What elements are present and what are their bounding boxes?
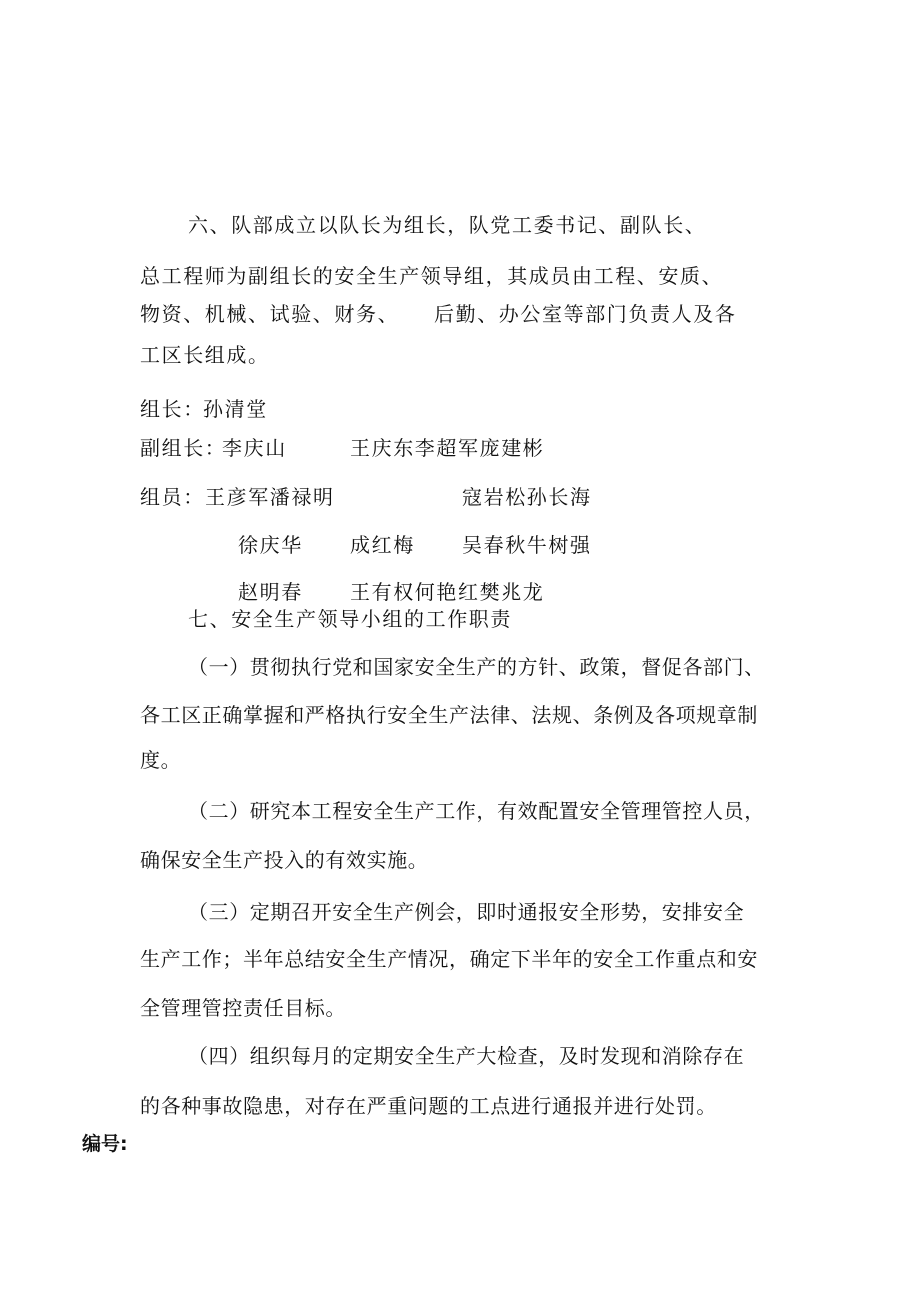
section7-p1-line3: 度。 — [140, 748, 182, 772]
leader-label: 组长： — [140, 397, 205, 421]
members-row1b: 寇岩松孙长海 — [462, 485, 592, 509]
section6-line1: 六、队部成立以队长为组长，队党工委书记、副队长、 — [188, 213, 707, 237]
section6-line3a: 物资、机械、试验、财务、 — [140, 302, 400, 326]
deputy-names-2: 王庆东李超军庞建彬 — [350, 436, 545, 460]
leader-name: 孙清堂 — [203, 397, 268, 421]
members-row2c: 吴春秋牛树强 — [462, 533, 592, 557]
section6-line3b: 后勤、办公室等部门负责人及各 — [434, 302, 737, 326]
members-label: 组员： — [140, 485, 205, 509]
section6-line2: 总工程师为副组长的安全生产领导组，其成员由工程、安质、 — [140, 264, 724, 288]
deputy-label: 副组长： — [140, 436, 227, 460]
number-label: 编号: — [82, 1133, 128, 1155]
section7-p3-line1: （三）定期召开安全生产例会，即时通报安全形势，安排安全 — [188, 900, 745, 924]
section7-p4-line2: 的各种事故隐患，对存在严重问题的工点进行通报并进行处罚。 — [140, 1094, 717, 1118]
deputy-name-1: 李庆山 — [222, 436, 287, 460]
members-row2a: 徐庆华 — [238, 533, 303, 557]
section7-p1-line2: 各工区正确掌握和严格执行安全生产法律、法规、条例及各项规章制 — [140, 703, 758, 727]
members-row2b: 成红梅 — [350, 533, 415, 557]
section7-p3-line3: 全管理管控责任目标。 — [140, 996, 346, 1020]
section6-line4: 工区长组成。 — [140, 343, 270, 367]
section7-p4-line1: （四）组织每月的定期安全生产大检查，及时发现和消除存在 — [188, 1044, 745, 1068]
section7-p1-line1: （一）贯彻执行党和国家安全生产的方针、政策，督促各部门、 — [188, 655, 765, 679]
members-row3a: 赵明春 — [238, 580, 303, 604]
section7-p2-line1: （二）研究本工程安全生产工作，有效配置安全管理管控人员， — [188, 799, 765, 823]
section7-title: 七、安全生产领导小组的工作职责 — [188, 607, 512, 631]
members-row3b: 王有权何艳红樊兆龙 — [350, 580, 545, 604]
section7-p2-line2: 确保安全生产投入的有效实施。 — [140, 848, 429, 872]
members-row1a: 王彦军潘禄明 — [205, 485, 335, 509]
section7-p3-line2: 生产工作；半年总结安全生产情况，确定下半年的安全工作重点和安 — [140, 947, 758, 971]
